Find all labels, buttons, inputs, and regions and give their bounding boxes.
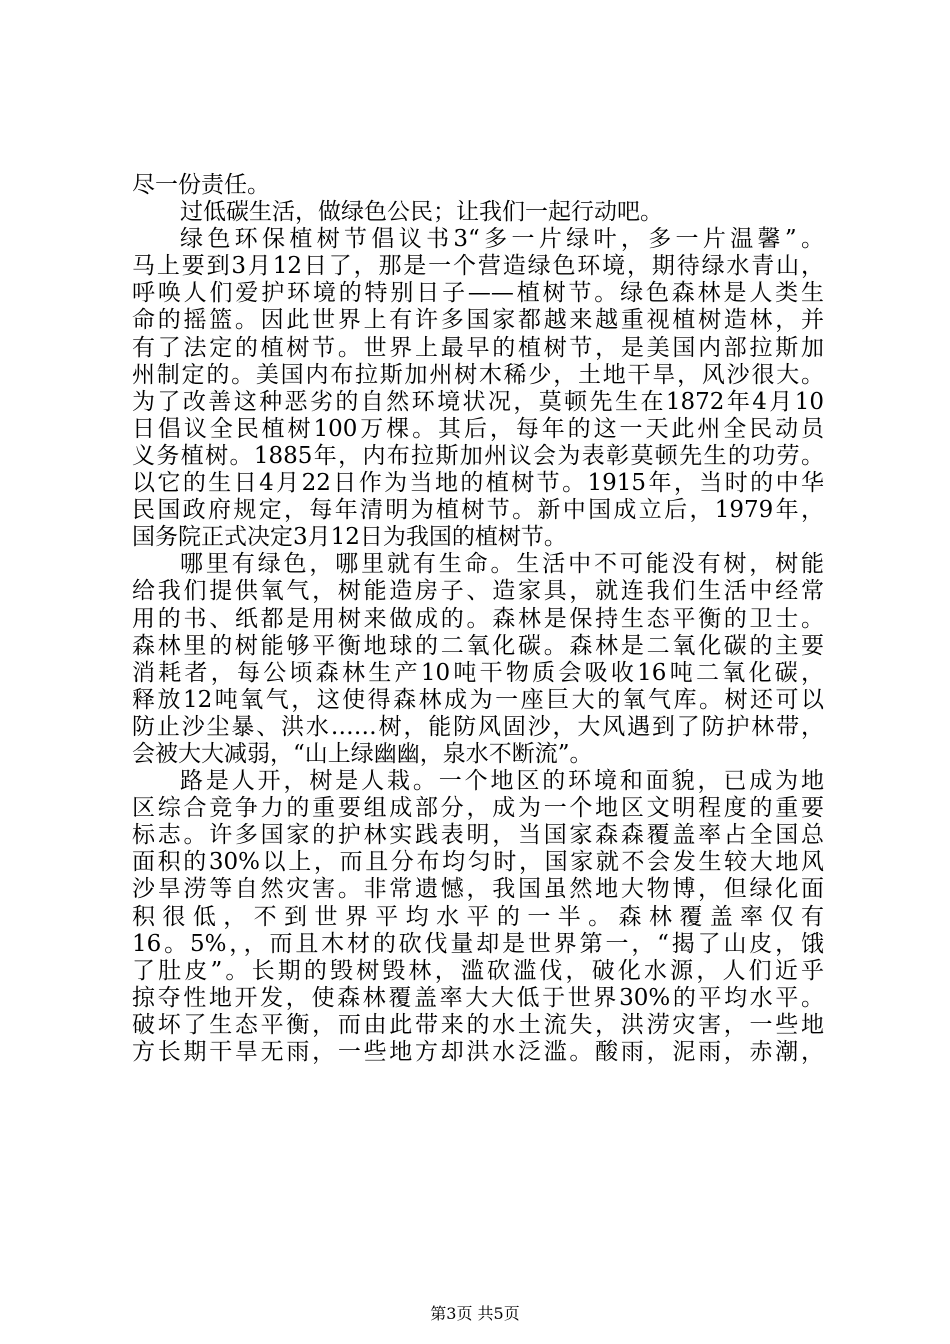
text-line: 尽一份责任。 [132,172,270,198]
text-line: 给我们提供氧气，树能造房子、造家具，就连我们生活中经常 [132,578,824,605]
text-line: 区综合竞争力的重要组成部分，成为一个地区文明程度的重要 [132,795,824,822]
text-line: 过低碳生活，做绿色公民；让我们一起行动吧。 [180,199,663,226]
text-line: 日倡议全民植树100万棵。其后，每年的这一天此州全民动员 [132,415,824,442]
text-line: 哪里有绿色，哪里就有生命。生活中不可能没有树，树能 [180,551,824,578]
text-line: 会被大大减弱，“山上绿幽幽，泉水不断流”。 [132,740,593,767]
text-line: 掠夺性地开发，使森林覆盖率大大低于世界30%的平均水平。 [132,984,824,1011]
text-line: 了肚皮”。长期的毁树毁林，滥砍滥伐，破化水源，人们近乎 [132,957,824,984]
text-line: 沙旱涝等自然灾害。非常遗憾，我国虽然地大物博，但绿化面 [132,876,824,903]
text-line: 标志。许多国家的护林实践表明，当国家森森覆盖率占全国总 [132,822,824,849]
text-line: 森林里的树能够平衡地球的二氧化碳。森林是二氧化碳的主要 [132,632,824,659]
text-line: 16。5%，，而且木材的砍伐量却是世界第一，“揭了山皮，饿 [132,930,824,957]
document-body [132,172,824,1066]
text-line: 命的摇篮。因此世界上有许多国家都越来越重视植树造林，并 [132,307,824,334]
text-line: 用的书、纸都是用树来做成的。森林是保持生态平衡的卫士。 [132,605,824,632]
text-line: 路是人开，树是人栽。一个地区的环境和面貌，已成为地 [180,768,824,795]
text-line: 释放12吨氧气，这使得森林成为一座巨大的氧气库。树还可以 [132,686,824,713]
text-line: 积很低，不到世界平均水平的一半。森林覆盖率仅有 [132,903,824,930]
text-line: 州制定的。美国内布拉斯加州树木稀少，土地干旱，风沙很大。 [132,361,824,388]
text-line: 防止沙尘暴、洪水……树，能防风固沙，大风遇到了防护林带， [132,713,824,740]
text-line: 消耗者，每公顷森林生产10吨干物质会吸收16吨二氧化碳， [132,659,824,686]
text-line: 呼唤人们爱护环境的特别日子——植树节。绿色森林是人类生 [132,280,824,307]
text-line: 民国政府规定，每年清明为植树节。新中国成立后，1979年， [132,497,824,524]
text-line: 面积的30%以上，而且分布均匀时，国家就不会发生较大地风 [132,849,824,876]
text-line: 为了改善这种恶劣的自然环境状况，莫顿先生在1872年4月10 [132,388,824,415]
text-line: 破坏了生态平衡，而由此带来的水土流失，洪涝灾害，一些地 [132,1011,824,1038]
text-line: 方长期干旱无雨，一些地方却洪水泛滥。酸雨，泥雨，赤潮， [132,1039,824,1065]
text-line: 绿色环保植树节倡议书3“多一片绿叶，多一片温馨”。 [180,226,824,253]
text-line: 以它的生日4月22日作为当地的植树节。1915年，当时的中华 [132,470,824,497]
text-line: 义务植树。1885年，内布拉斯加州议会为表彰莫顿先生的功劳。 [132,442,824,469]
text-line: 有了法定的植树节。世界上最早的植树节，是美国内部拉斯加 [132,334,824,361]
text-line: 马上要到3月12日了，那是一个营造绿色环境，期待绿水青山， [132,253,824,280]
page-footer: 第3页 共5页 [430,1304,520,1323]
text-line: 国务院正式决定3月12日为我国的植树节。 [132,524,567,551]
